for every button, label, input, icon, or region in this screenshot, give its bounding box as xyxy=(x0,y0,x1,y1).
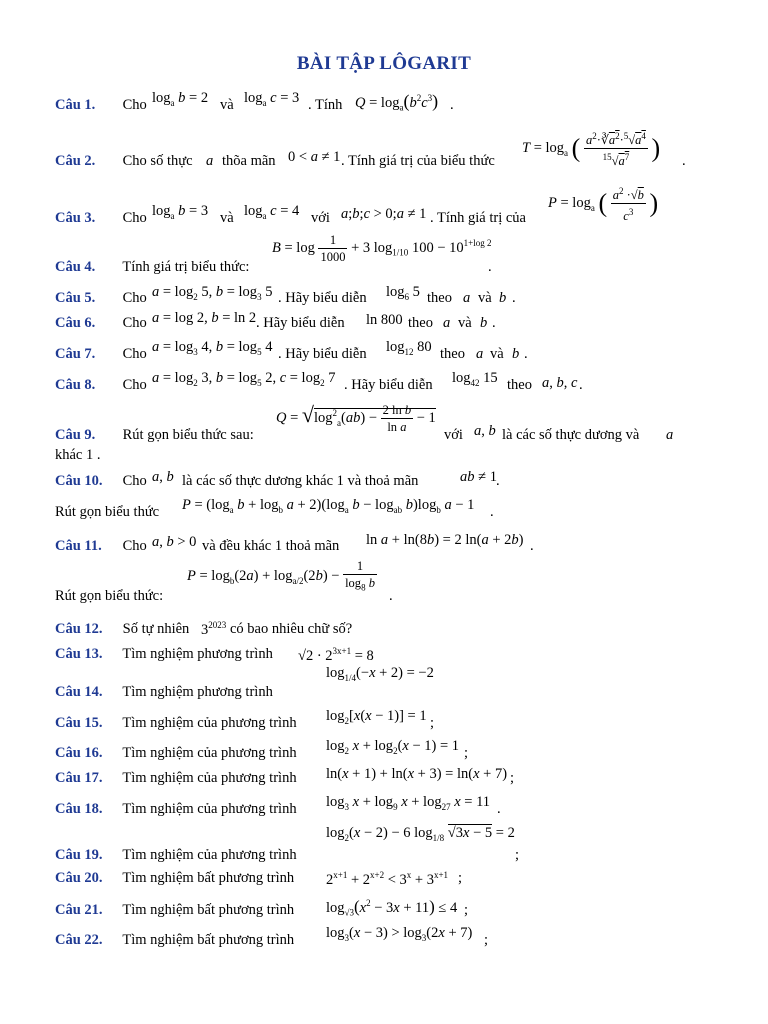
math-expr: $\log_2(x - 2) - 6$ $\log_{1/8} √3x - 5 = 2$ xyxy=(326,825,515,843)
question-text: Cho xyxy=(122,315,147,331)
question-2 xyxy=(55,152,193,170)
math-expr: $Q = \log_a(b^2c^3)$ xyxy=(355,90,439,113)
question-label: Câu 4. xyxy=(55,259,96,275)
question-text: theo xyxy=(408,315,433,331)
question-22 xyxy=(55,931,294,949)
math-expr: $\log_{12} 80$ xyxy=(386,339,432,357)
question-text: với xyxy=(444,427,463,443)
math-expr: a = log 2, b = ln 2 xyxy=(152,310,257,326)
question-text: . Tính giá trị của biểu thức xyxy=(341,153,495,169)
question-4 xyxy=(55,258,249,276)
question-text: và đều khác 1 thoả mãn xyxy=(202,538,340,554)
question-label: Câu 2. xyxy=(55,153,96,169)
question-16 xyxy=(55,744,297,762)
question-text: . Hãy biểu diễn xyxy=(278,346,367,362)
question-text: Cho xyxy=(122,538,147,554)
question-text: . Hãy biểu diễn xyxy=(344,377,433,393)
question-label: Câu 5. xyxy=(55,290,96,306)
question-label: Câu 19. xyxy=(55,847,103,863)
question-5 xyxy=(55,289,147,307)
question-text: Cho xyxy=(122,97,147,113)
question-20 xyxy=(55,869,294,887)
math-expr: a xyxy=(463,290,471,306)
question-text: Tìm nghiệm của phương trình xyxy=(122,801,297,817)
question-label: Câu 21. xyxy=(55,902,103,918)
question-text: . xyxy=(524,346,528,362)
question-text: Tìm nghiệm bất phương trình xyxy=(122,870,295,886)
math-expr: a, b xyxy=(474,423,496,439)
question-text: với xyxy=(311,210,330,226)
math-expr: $P = (\log_a$ $b + \log_b a + 2)(\log_a$ $b - \log_{ab} b)\log_b$ a − 1 xyxy=(182,497,475,515)
question-text: thõa mãn xyxy=(222,153,276,169)
math-expr: $Q = √\log^2_a(ab)$ − $\frac{\text{2 ln b}}{\text{ln a}}$ − 1 xyxy=(276,401,436,434)
question-label: Câu 22. xyxy=(55,932,103,948)
question-text: và xyxy=(220,97,234,113)
question-text: . xyxy=(450,97,454,113)
question-label: Câu 9. xyxy=(55,427,96,443)
question-15 xyxy=(55,714,297,732)
question-text: Cho xyxy=(122,377,147,393)
math-expr: ln(x + 1) + ln(x + 3) = ln(x + 7) xyxy=(326,766,508,782)
question-text: Tìm nghiệm phương trình xyxy=(122,646,273,662)
question-text: Tìm nghiệm của phương trình xyxy=(122,770,297,786)
math-expr: a xyxy=(443,315,451,331)
math-expr: $2^{x+1} + 2^{x+2} < 3^x + 3^{x+1}$ xyxy=(326,870,449,888)
math-expr: $\log_a c = 3$ xyxy=(244,90,300,108)
question-19 xyxy=(55,846,297,864)
math-expr: $\log_{42} 15$ xyxy=(452,370,498,388)
math-expr: $\log_a b = 2$ xyxy=(152,90,209,108)
question-label: Câu 16. xyxy=(55,745,103,761)
question-text: ; xyxy=(458,870,463,886)
question-text: Cho số thực xyxy=(122,153,193,169)
math-expr: $\log_3(x - 3) > \log_3(2x + 7)$ xyxy=(326,925,473,943)
question-label: Câu 1. xyxy=(55,97,96,113)
question-label: Câu 11. xyxy=(55,538,102,554)
question-text: . xyxy=(389,588,393,604)
question-text: . Hãy biểu diễn xyxy=(278,290,367,306)
question-text: . xyxy=(492,315,496,331)
question-label: Câu 15. xyxy=(55,715,103,731)
question-text: Rút gọn biểu thức sau: xyxy=(122,427,254,443)
question-11 xyxy=(55,537,147,555)
question-text: và xyxy=(490,346,504,362)
math-expr: a xyxy=(206,153,214,169)
question-text: và xyxy=(220,210,234,226)
question-10-continued: Rút gọn biểu thức xyxy=(55,504,160,520)
question-text: . xyxy=(488,259,492,275)
math-expr: $3^{2023}$ xyxy=(201,620,227,638)
question-text: là các số thực dương khác 1 và thoả mãn xyxy=(182,473,419,489)
question-12 xyxy=(55,620,189,638)
question-text: theo xyxy=(440,346,465,362)
question-text: và xyxy=(458,315,472,331)
question-text: ; xyxy=(430,715,435,731)
question-text: theo xyxy=(507,377,532,393)
question-label: Câu 20. xyxy=(55,870,103,886)
math-expr: $\log_6 5$ xyxy=(386,284,420,302)
question-text: Tìm nghiệm phương trình xyxy=(122,684,273,700)
question-8 xyxy=(55,376,147,394)
question-text: theo xyxy=(427,290,452,306)
question-label: Câu 17. xyxy=(55,770,103,786)
question-label: Câu 18. xyxy=(55,801,103,817)
question-17 xyxy=(55,769,297,787)
math-expr: $\log_3 x + \log_9 x + \log_{27} x = 11$ xyxy=(326,794,491,812)
question-text: và xyxy=(478,290,492,306)
question-6 xyxy=(55,314,147,332)
question-7 xyxy=(55,345,147,363)
question-text: ; xyxy=(464,745,469,761)
question-text: . xyxy=(497,801,501,817)
question-text: . Tính xyxy=(308,97,343,113)
question-text: . xyxy=(496,473,500,489)
math-expr: a, b, c xyxy=(542,375,578,391)
question-text: ; xyxy=(515,847,520,863)
question-10 xyxy=(55,472,147,490)
question-label: Câu 8. xyxy=(55,377,96,393)
question-text: có bao nhiêu chữ số? xyxy=(230,621,353,637)
question-text: Tìm nghiệm của phương trình xyxy=(122,847,297,863)
question-13 xyxy=(55,645,273,663)
question-1 xyxy=(55,96,147,114)
question-11-continued: Rút gọn biểu thức: xyxy=(55,588,164,604)
math-expr: $√2 \cdot 2^{3x+1} = 8$ xyxy=(298,646,374,664)
math-expr: a, b > 0 xyxy=(152,534,197,550)
math-expr: $\log_2 x + \log_2(x - 1) = 1$ xyxy=(326,738,460,756)
question-text: là các số thực dương và xyxy=(502,427,640,443)
question-text: Cho xyxy=(122,210,147,226)
question-3 xyxy=(55,209,147,227)
question-text: Cho xyxy=(122,290,147,306)
question-text: . xyxy=(682,153,686,169)
question-text: . xyxy=(530,538,534,554)
math-expr: b xyxy=(512,346,520,362)
question-text: Tính giá trị biểu thức: xyxy=(122,259,250,275)
math-expr: b xyxy=(499,290,507,306)
math-expr: $\log_a c = 4$ xyxy=(244,203,300,221)
math-expr: $a = \log_2 5$, $b = \log_3 5$ xyxy=(152,284,273,302)
question-text: . Hãy biểu diễn xyxy=(256,315,345,331)
math-expr: $\log_a b = 3$ xyxy=(152,203,209,221)
question-label: Câu 10. xyxy=(55,473,103,489)
question-label: Câu 6. xyxy=(55,315,96,331)
math-expr: a xyxy=(476,346,484,362)
question-text: . Tính giá trị của xyxy=(430,210,526,226)
question-text: ; xyxy=(484,932,489,948)
question-text: . xyxy=(512,290,516,306)
math-expr: $P = \log_a$ ( $\frac{a^2 \cdot√b}{c^3}$ ) xyxy=(548,183,658,224)
question-text: ; xyxy=(510,770,515,786)
math-expr: ln 800 xyxy=(366,312,403,328)
math-expr: $\log_{1/4}(-x + 2) = -2$ xyxy=(326,665,434,683)
question-label: Câu 14. xyxy=(55,684,103,700)
math-expr: $\log_2[x(x - 1)] = 1$ xyxy=(326,708,427,726)
question-text: Tìm nghiệm bất phương trình xyxy=(122,902,295,918)
question-text: . xyxy=(579,377,583,393)
math-expr: a, b xyxy=(152,469,174,485)
math-expr: B = log $\frac{1}{1000}$ + 3 $\log_{1/10} 100 - 10^{1+log 2}$ xyxy=(272,233,492,264)
question-14 xyxy=(55,683,273,701)
math-expr: ln a + ln(8b) = 2 ln(a + 2b) xyxy=(366,532,524,548)
question-text: Cho xyxy=(122,346,147,362)
question-9 xyxy=(55,426,254,444)
question-9-continued: khác 1 . xyxy=(55,447,101,463)
question-text: ; xyxy=(464,902,469,918)
question-21 xyxy=(55,901,294,919)
math-expr: a;b;c > 0;a ≠ 1 xyxy=(341,206,427,222)
math-expr: b xyxy=(480,315,488,331)
math-expr: a xyxy=(666,427,674,443)
math-expr: $T = \log_a$ ( $\frac{a^2\cdot∛a^2\cdot^5√a^4}{^{15}√a^7}$ ) xyxy=(522,128,660,169)
question-text: Số tự nhiên xyxy=(122,621,190,637)
page-title: BÀI TẬP LÔGARIT xyxy=(296,53,472,74)
math-expr: 0 < a ≠ 1 xyxy=(288,149,341,165)
question-label: Câu 3. xyxy=(55,210,96,226)
question-text: Tìm nghiệm bất phương trình xyxy=(122,932,295,948)
question-text: Tìm nghiệm của phương trình xyxy=(122,745,297,761)
question-label: Câu 7. xyxy=(55,346,96,362)
question-label: Câu 12. xyxy=(55,621,103,637)
math-expr: $\log_{√3}(x^2 - 3x + 11) \le 4$ xyxy=(326,896,458,918)
question-18 xyxy=(55,800,297,818)
question-label: Câu 13. xyxy=(55,646,103,662)
question-text: Tìm nghiệm của phương trình xyxy=(122,715,297,731)
question-text: Cho xyxy=(122,473,147,489)
math-expr: $P = \log_b(2a) + \log_{a/2}(2b)$ − $\frac{1}{\log_8 b}$ xyxy=(187,559,375,593)
math-expr: $a = \log_3 4$, $b = \log_5 4$ xyxy=(152,339,273,357)
question-text: . xyxy=(490,504,494,520)
math-expr: $a = \log_2 3$, $b = \log_5 2$, $c = \log_2 7$ xyxy=(152,370,336,388)
math-expr: ab ≠ 1 xyxy=(460,469,497,485)
